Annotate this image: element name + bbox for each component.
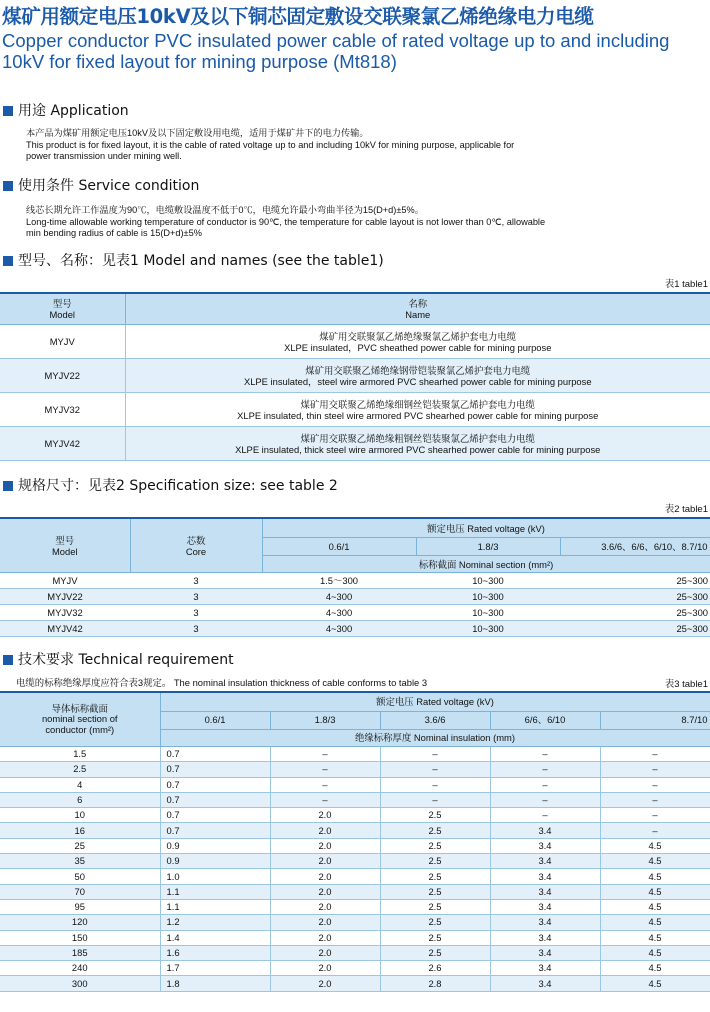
table-row	[0, 976, 710, 991]
section-application	[0, 101, 710, 121]
insulation-cell: 2.0	[270, 945, 380, 960]
section-technical-requirement	[0, 650, 710, 670]
section-cell: 10~300	[416, 621, 560, 637]
section-cell: 25~300	[560, 605, 710, 621]
insulation-cell: 2.5	[380, 899, 490, 914]
title-english-line2: 10kV for fixed layout for mining purpose (Mt818)	[2, 51, 397, 72]
table-row	[0, 573, 710, 589]
specification-table	[0, 517, 710, 637]
table-row	[0, 884, 710, 899]
insulation-cell: 2.0	[270, 838, 380, 853]
insulation-cell: 0.7	[160, 792, 270, 807]
insulation-cell: 0.9	[160, 838, 270, 853]
voltage-header: 1.8/3	[270, 712, 380, 730]
header-model: 型号 Model	[0, 293, 125, 325]
insulation-cell: –	[380, 792, 490, 807]
table-row	[0, 605, 710, 621]
table-row	[0, 945, 710, 960]
insulation-cell: –	[270, 777, 380, 792]
document-title	[2, 4, 708, 72]
section-cell: 185	[0, 945, 160, 960]
table-header-row	[0, 692, 710, 712]
section-bullet-icon	[3, 256, 13, 266]
insulation-cell: –	[600, 762, 710, 777]
insulation-cell: –	[600, 777, 710, 792]
header-core: 芯数 Core	[130, 518, 262, 573]
core-cell: 3	[130, 589, 262, 605]
section-cell: 25	[0, 838, 160, 853]
section-specification	[0, 476, 710, 496]
voltage-header: 0.6/1	[262, 538, 416, 556]
table-header-row	[0, 293, 710, 325]
section-cell: 1.5	[0, 747, 160, 762]
insulation-cell: 2.0	[270, 930, 380, 945]
insulation-cell: 3.4	[490, 823, 600, 838]
insulation-cell: 3.4	[490, 976, 600, 991]
insulation-cell: –	[270, 762, 380, 777]
insulation-cell: 4.5	[600, 930, 710, 945]
technical-note: 电缆的标称绝缘厚度应符合表3规定。 The nominal insulation thickness of cable conforms to table 3	[16, 677, 428, 688]
insulation-cell: 1.1	[160, 884, 270, 899]
table-row	[0, 777, 710, 792]
model-cell: MYJV22	[0, 359, 125, 393]
insulation-cell: 0.7	[160, 823, 270, 838]
table-row	[0, 393, 710, 427]
insulation-cell: 4.5	[600, 899, 710, 914]
service-line: 线芯长期允许工作温度为90℃，电缆敷设温度不低于0℃，电缆允许最小弯曲半径为15(D+d)±5%。	[26, 205, 424, 215]
table-row	[0, 589, 710, 605]
insulation-cell: 0.7	[160, 808, 270, 823]
table-row	[0, 792, 710, 807]
table-row	[0, 762, 710, 777]
service-line: Long-time allowable working temperature of conductor is 90℃, the temperature for cable layout is not lower than 0℃, allowable	[26, 216, 546, 227]
section-cell: 16	[0, 823, 160, 838]
section-cell: 10~300	[416, 573, 560, 589]
model-table	[0, 292, 710, 461]
insulation-cell: 3.4	[490, 945, 600, 960]
voltage-header: 3.6/6、6/6、6/10、8.7/10	[560, 538, 710, 556]
insulation-cell: 2.0	[270, 899, 380, 914]
insulation-cell: –	[490, 792, 600, 807]
insulation-cell: 2.8	[380, 976, 490, 991]
insulation-cell: –	[600, 823, 710, 838]
insulation-cell: 2.5	[380, 838, 490, 853]
insulation-cell: 2.0	[270, 961, 380, 976]
insulation-cell: 2.0	[270, 915, 380, 930]
section-bullet-icon	[3, 181, 13, 191]
section-cell: 1.5～300	[262, 573, 416, 589]
table-row	[0, 621, 710, 637]
insulation-cell: 2.5	[380, 884, 490, 899]
section-heading: 技术要求 Technical requirement	[18, 652, 234, 668]
title-english-line1: Copper conductor PVC insulated power cable of rated voltage up to and including	[2, 30, 670, 51]
insulation-cell: –	[270, 792, 380, 807]
insulation-cell: 4.5	[600, 884, 710, 899]
table2-caption: 表2 table1	[664, 504, 708, 515]
section-cell: 25~300	[560, 621, 710, 637]
header-nominal-section: 导体标称截面 nominal section of conductor (mm²)	[0, 692, 160, 747]
insulation-cell: 3.4	[490, 961, 600, 976]
table-row	[0, 325, 710, 359]
insulation-cell: –	[380, 747, 490, 762]
name-cell: 煤矿用交联聚乙烯绝缘钢带铠装聚氯乙烯护套电力电缆 XLPE insulated，steel wire armored PVC shearhed power cable for mining purpose	[125, 359, 710, 393]
insulation-cell: 4.5	[600, 945, 710, 960]
application-line: This product is for fixed layout, it is the cable of rated voltage up to and including 10kV for mining purpose, applicable for	[26, 139, 515, 150]
table-row	[0, 359, 710, 393]
insulation-cell: 0.7	[160, 762, 270, 777]
section-cell: 25~300	[560, 589, 710, 605]
insulation-cell: 0.9	[160, 854, 270, 869]
application-text	[26, 128, 616, 163]
section-cell: 95	[0, 899, 160, 914]
table-row	[0, 869, 710, 884]
table3-caption: 表3 table1	[664, 679, 708, 690]
section-cell: 2.5	[0, 762, 160, 777]
insulation-cell: 1.0	[160, 869, 270, 884]
insulation-cell: 2.5	[380, 854, 490, 869]
section-cell: 240	[0, 961, 160, 976]
section-service-condition	[0, 176, 710, 196]
name-cell: 煤矿用交联聚乙烯绝缘粗钢丝铠装聚氯乙烯护套电力电缆 XLPE insulated, thick steel wire armored PVC shearhed power cable for mining purpose	[125, 427, 710, 461]
name-cell: 煤矿用交联聚乙烯绝缘细钢丝铠装聚氯乙烯护套电力电缆 XLPE insulated, thin steel wire armored PVC shearhed power cable for mining purpose	[125, 393, 710, 427]
voltage-header: 1.8/3	[416, 538, 560, 556]
service-line: min bending radius of cable is 15(D+d)±5%	[26, 228, 202, 238]
section-cell: 120	[0, 915, 160, 930]
table-row	[0, 854, 710, 869]
service-text	[26, 205, 616, 240]
insulation-cell: 2.0	[270, 884, 380, 899]
insulation-cell: –	[600, 808, 710, 823]
section-model-names	[0, 251, 710, 271]
voltage-header: 3.6/6	[380, 712, 490, 730]
table-row	[0, 808, 710, 823]
application-line: power transmission under mining well.	[26, 151, 182, 161]
insulation-cell: –	[490, 777, 600, 792]
insulation-cell: 1.4	[160, 930, 270, 945]
insulation-cell: 3.4	[490, 899, 600, 914]
voltage-header: 6/6、6/10	[490, 712, 600, 730]
section-cell: 150	[0, 930, 160, 945]
section-cell: 4~300	[262, 621, 416, 637]
core-cell: 3	[130, 621, 262, 637]
model-cell: MYJV32	[0, 605, 130, 621]
section-bullet-icon	[3, 106, 13, 116]
table-row	[0, 899, 710, 914]
section-heading: 使用条件 Service condition	[18, 178, 200, 194]
section-cell: 50	[0, 869, 160, 884]
insulation-cell: 4.5	[600, 838, 710, 853]
table-row	[0, 823, 710, 838]
insulation-cell: –	[380, 777, 490, 792]
model-cell: MYJV42	[0, 621, 130, 637]
name-cell: 煤矿用交联聚氯乙烯绝缘聚氯乙烯护套电力电缆 XLPE insulated，PVC sheathed power cable for mining purpose	[125, 325, 710, 359]
section-cell: 6	[0, 792, 160, 807]
section-cell: 10	[0, 808, 160, 823]
section-heading: 规格尺寸：见表2 Specification size: see table 2	[18, 478, 338, 494]
insulation-cell: 1.1	[160, 899, 270, 914]
insulation-cell: –	[380, 762, 490, 777]
table1-caption: 表1 table1	[664, 279, 708, 290]
model-cell: MYJV32	[0, 393, 125, 427]
insulation-cell: 3.4	[490, 884, 600, 899]
insulation-cell: 3.4	[490, 838, 600, 853]
section-cell: 4~300	[262, 605, 416, 621]
header-name: 名称 Name	[125, 293, 710, 325]
voltage-header: 0.6/1	[160, 712, 270, 730]
model-cell: MYJV42	[0, 427, 125, 461]
insulation-cell: 2.5	[380, 930, 490, 945]
insulation-cell: –	[600, 792, 710, 807]
insulation-cell: 4.5	[600, 976, 710, 991]
insulation-cell: 2.0	[270, 823, 380, 838]
section-cell: 35	[0, 854, 160, 869]
insulation-cell: 2.5	[380, 808, 490, 823]
insulation-cell: 2.0	[270, 869, 380, 884]
insulation-cell: 2.5	[380, 915, 490, 930]
table-row	[0, 930, 710, 945]
table-row	[0, 838, 710, 853]
insulation-cell: 2.5	[380, 823, 490, 838]
application-line: 本产品为煤矿用额定电压10kV及以下固定敷设用电缆，适用于煤矿井下的电力传输。	[26, 128, 369, 138]
insulation-cell: 4.5	[600, 915, 710, 930]
insulation-cell: 2.6	[380, 961, 490, 976]
section-cell: 25~300	[560, 573, 710, 589]
insulation-cell: 4.5	[600, 854, 710, 869]
insulation-cell: 3.4	[490, 869, 600, 884]
insulation-cell: 2.0	[270, 854, 380, 869]
table-header-row	[0, 518, 710, 538]
insulation-cell: 1.2	[160, 915, 270, 930]
header-model: 型号 Model	[0, 518, 130, 573]
table-row	[0, 961, 710, 976]
insulation-cell: 4.5	[600, 961, 710, 976]
insulation-cell: 0.7	[160, 777, 270, 792]
insulation-cell: 2.0	[270, 808, 380, 823]
model-cell: MYJV22	[0, 589, 130, 605]
section-cell: 10~300	[416, 589, 560, 605]
insulation-cell: –	[600, 747, 710, 762]
table-row	[0, 747, 710, 762]
section-cell: 4~300	[262, 589, 416, 605]
insulation-cell: 3.4	[490, 854, 600, 869]
insulation-table	[0, 691, 710, 992]
insulation-cell: 0.7	[160, 747, 270, 762]
insulation-cell: 1.6	[160, 945, 270, 960]
model-cell: MYJV	[0, 325, 125, 359]
insulation-cell: –	[490, 762, 600, 777]
header-rated-voltage: 额定电压 Rated voltage (kV)	[160, 692, 710, 712]
core-cell: 3	[130, 573, 262, 589]
section-heading: 用途 Application	[18, 103, 129, 119]
insulation-cell: 3.4	[490, 915, 600, 930]
model-cell: MYJV	[0, 573, 130, 589]
section-cell: 4	[0, 777, 160, 792]
table-row	[0, 915, 710, 930]
insulation-cell: 2.5	[380, 869, 490, 884]
insulation-cell: 2.0	[270, 976, 380, 991]
insulation-cell: 1.8	[160, 976, 270, 991]
header-nominal-insulation: 绝缘标称厚度 Nominal insulation (mm)	[160, 730, 710, 747]
voltage-header: 8.7/10	[600, 712, 710, 730]
section-cell: 70	[0, 884, 160, 899]
insulation-table-body	[0, 747, 710, 992]
section-heading: 型号、名称：见表1 Model and names (see the table1)	[18, 253, 384, 269]
insulation-cell: –	[490, 808, 600, 823]
section-cell: 10~300	[416, 605, 560, 621]
section-bullet-icon	[3, 481, 13, 491]
insulation-cell: –	[490, 747, 600, 762]
insulation-cell: –	[270, 747, 380, 762]
insulation-cell: 3.4	[490, 930, 600, 945]
header-rated-voltage: 额定电压 Rated voltage (kV)	[262, 518, 710, 538]
core-cell: 3	[130, 605, 262, 621]
section-cell: 300	[0, 976, 160, 991]
insulation-cell: 4.5	[600, 869, 710, 884]
insulation-cell: 2.5	[380, 945, 490, 960]
section-bullet-icon	[3, 655, 13, 665]
insulation-cell: 1.7	[160, 961, 270, 976]
table-row	[0, 427, 710, 461]
title-chinese: 煤矿用额定电压10kV及以下铜芯固定敷设交联聚氯乙烯绝缘电力电缆	[2, 5, 594, 28]
header-nominal-section: 标称截面 Nominal section (mm²)	[262, 556, 710, 573]
